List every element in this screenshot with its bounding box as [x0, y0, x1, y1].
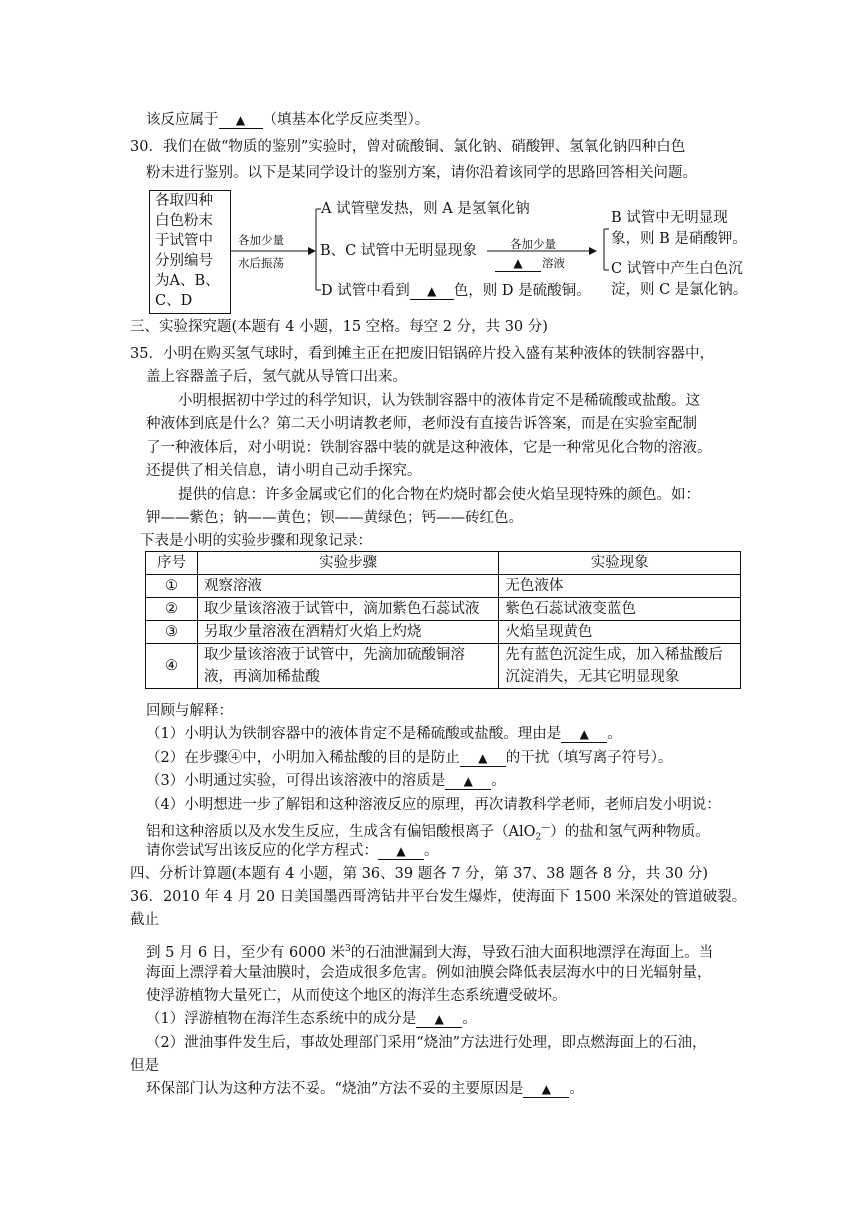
- branch-c-line1: C 试管中产生白色沉: [611, 261, 743, 277]
- branch-bc: B、C 试管中无明显现象: [320, 243, 477, 259]
- branch-d: D 试管中看到 ▲ 色，则 D 是硫酸铜。: [321, 283, 591, 299]
- section4-title: 四、分析计算题(本题有 4 小题，第 36、39 题各 7 分，第 37、38 题各 8 分，共 30 分): [130, 866, 709, 882]
- q35-sub1: （1）小明认为铁制容器中的液体肯定不是稀硫酸或盐酸。理由是 ▲ 。: [146, 726, 622, 742]
- answer-blank[interactable]: ▲: [445, 773, 491, 790]
- answer-blank[interactable]: ▲: [416, 1011, 462, 1028]
- q35-sub4-line2: 铝和这种溶质以及水发生反应，生成含有偏铝酸根离子（AlO$_2$—）的盐和氢气两种物质。: [146, 823, 710, 843]
- q35-sub4-line3: 请你尝试写出该反应的化学方程式： ▲ 。: [146, 843, 439, 859]
- answer-blank[interactable]: ▲: [460, 750, 506, 767]
- arrow1-label-top: 各加少量: [238, 233, 284, 247]
- answer-blank[interactable]: ▲: [410, 283, 454, 300]
- answer-blank[interactable]: ▲: [378, 843, 424, 860]
- table-row: ④ 取少量该溶液于试管中，先滴加硫酸铜溶 液，再滴加稀盐酸 先有蓝色沉淀生成，加入稀盐酸后 沉淀消失，无其它明显现象: [146, 644, 741, 689]
- arrow2-label-top: 各加少量: [510, 237, 556, 251]
- q36-line5: 使浮游植物大量死亡，从而使这个地区的海洋生态系统遭受破坏。: [146, 988, 567, 1004]
- q35-line6: 还提供了相关信息，请小明自己动手探究。: [146, 463, 422, 479]
- q30-line2: 粉末进行鉴别。以下是某同学设计的鉴别方案，请你沿着该同学的思路回答相关问题。: [146, 165, 697, 181]
- table-row: ③ 另取少量溶液在酒精灯火焰上灼烧 火焰呈现黄色: [146, 621, 741, 644]
- q36-line3: 到 5 月 6 日，至少有 6000 米$^3$的石油泄漏到大海，导致石油大面积地漂浮在海面上。当: [146, 944, 714, 961]
- start-box: 各取四种 白色粉末 于试管中 分别编号 为A、B、 C、D: [149, 190, 231, 314]
- branch-b-line2: 象，则 B 是硝酸钾。: [611, 231, 747, 247]
- q36-sub2-line2: 但是: [130, 1058, 159, 1074]
- experiment-table: [145, 551, 741, 689]
- q35-line3: 小明根据初中学过的科学知识，认为铁制容器中的液体肯定不是稀硫酸或盐酸。这: [178, 393, 700, 409]
- table-header: 序号: [146, 552, 198, 575]
- q30-line1: 30．我们在做“物质的鉴别”实验时，曾对硫酸铜、氯化钠、硝酸钾、氢氧化钠四种白色: [130, 139, 686, 155]
- answer-blank[interactable]: ▲: [561, 726, 607, 743]
- q35-line4: 种液体到底是什么？第二天小明请教老师，老师没有直接告诉答案，而是在实验室配制: [146, 416, 697, 432]
- table-header-row: [146, 552, 741, 575]
- table-row: ② 取少量该溶液于试管中，滴加紫色石蕊试液 紫色石蕊试液变蓝色: [146, 598, 741, 621]
- q35-sub2: （2）在步骤④中，小明加入稀盐酸的目的是防止 ▲ 的干扰（填写离子符号）。: [146, 750, 673, 766]
- q29-answer-line: 该反应属于 ▲ （填基本化学反应类型）。: [146, 112, 430, 128]
- q35-line1: 35．小明在购买氢气球时，看到摊主正在把废旧铝锅碎片投入盛有某种液体的铁制容器中，: [130, 346, 714, 362]
- q35-table-intro: 下表是小明的实验步骤和现象记录：: [140, 533, 372, 549]
- q35-line7: 提供的信息：许多金属或它们的化合物在灼烧时都会使火焰呈现特殊的颜色。如：: [178, 487, 700, 503]
- q35-line2: 盖上容器盖子后，氢气就从导管口出来。: [146, 369, 407, 385]
- q36-line2: 截止: [130, 912, 159, 928]
- table-header: 实验步骤: [197, 552, 498, 575]
- q35-sub3: （3）小明通过实验，可得出该溶液中的溶质是 ▲ 。: [146, 773, 506, 789]
- table-row: ① 观察溶液 无色液体: [146, 575, 741, 598]
- q36-sub1: （1）浮游植物在海洋生态系统中的成分是 ▲ 。: [146, 1011, 477, 1027]
- branch-a: A 试管壁发热，则 A 是氢氧化钠: [321, 201, 530, 217]
- q36-line1: 36．2010 年 4 月 20 日美国墨西哥湾钻井平台发生爆炸，使海面下 1500 米深处的管道破裂。: [130, 889, 747, 905]
- q36-line4: 海面上漂浮着大量油膜时，会造成很多危害。例如油膜会降低表层海水中的日光辐射量，: [146, 965, 712, 981]
- section3-title: 三、实验探究题(本题有 4 小题，15 空格。每空 2 分，共 30 分): [130, 319, 548, 335]
- arrow2-label-bottom: ▲ 溶液: [495, 253, 565, 273]
- answer-blank[interactable]: ▲: [495, 255, 541, 272]
- q36-sub2-line3: 环保部门认为这种方法不妥。“烧油”方法不妥的主要原因是 ▲ 。: [146, 1081, 584, 1097]
- q35-line5: 了一种液体后，对小明说：铁制容器中装的就是这种液体，它是一种常见化合物的溶液。: [146, 440, 712, 456]
- arrow1-label-bottom: 水后振荡: [238, 256, 284, 270]
- answer-blank[interactable]: ▲: [523, 1081, 569, 1098]
- q35-sub4-line1: （4）小明想进一步了解铝和这种溶液反应的原理，再次请教科学老师，老师启发小明说：: [146, 797, 721, 813]
- table-header: 实验现象: [499, 552, 741, 575]
- q35-line8: 钾——紫色；钠——黄色；钡——黄绿色；钙——砖红色。: [146, 510, 523, 526]
- branch-b-line1: B 试管中无明显现: [611, 210, 728, 226]
- branch-c-line2: 淀，则 C 是氯化钠。: [611, 282, 748, 298]
- q36-sub2-line1: （2）泄油事件发生后，事故处理部门采用“烧油”方法进行处理，即点燃海面上的石油，: [146, 1035, 707, 1051]
- answer-blank[interactable]: ▲: [219, 112, 263, 129]
- review-heading: 回顾与解释：: [146, 703, 233, 719]
